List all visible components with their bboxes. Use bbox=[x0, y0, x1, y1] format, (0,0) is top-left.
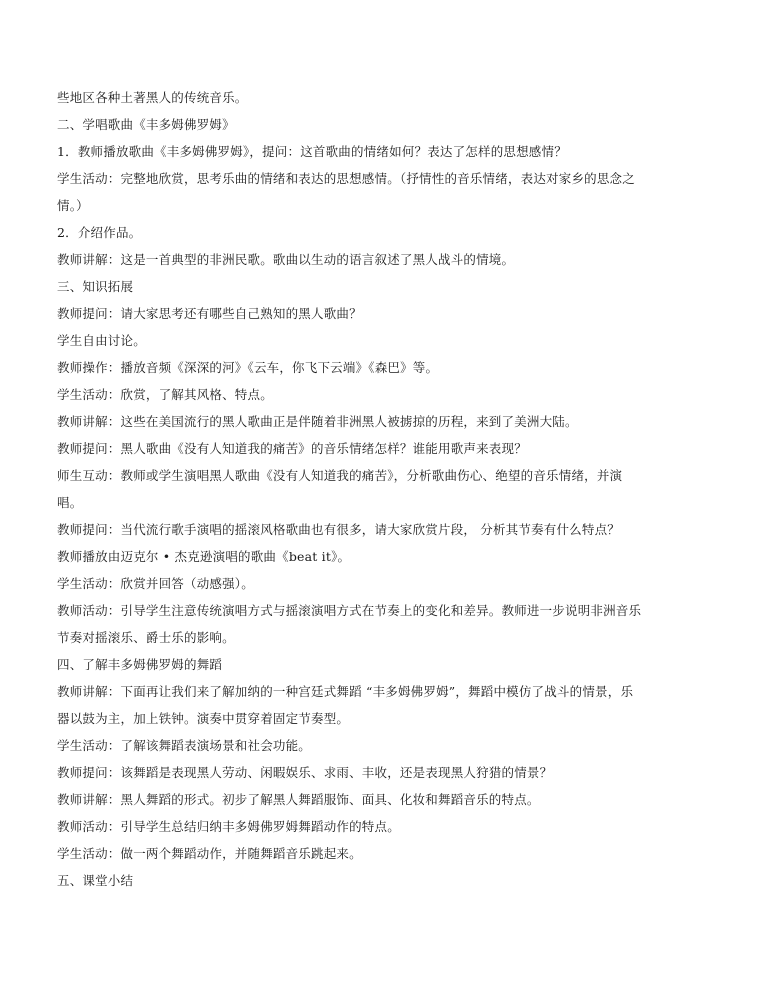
text-line: 教师讲解：下面再让我们来了解加纳的一种宫廷式舞蹈 “丰多姆佛罗姆”，舞蹈中模仿了战斗的情景，乐 bbox=[57, 684, 634, 699]
section-heading: 四、了解丰多姆佛罗姆的舞蹈 bbox=[57, 657, 223, 672]
text-line: 师生互动：教师或学生演唱黑人歌曲《没有人知道我的痛苦》，分析歌曲伤心、绝望的音乐情绪，并演 bbox=[57, 468, 623, 483]
text-line: 教师提问：该舞蹈是表现黑人劳动、闲暇娱乐、求雨、丰收，还是表现黑人狩猎的情景？ bbox=[57, 765, 553, 780]
text-line: 1．教师播放歌曲《丰多姆佛罗姆》，提问：这首歌曲的情绪如何？表达了怎样的思想感情？ bbox=[57, 144, 567, 159]
text-line: 器以鼓为主，加上铁钟。演奏中贯穿着固定节奏型。 bbox=[57, 711, 350, 726]
text-line: 2．介绍作品。 bbox=[57, 225, 142, 240]
text-line: 教师提问：请大家思考还有哪些自己熟知的黑人歌曲？ bbox=[57, 306, 362, 321]
text-line: 学生活动：做一两个舞蹈动作，并随舞蹈音乐跳起来。 bbox=[57, 846, 362, 861]
text-line: 些地区各种土著黑人的传统音乐。 bbox=[57, 90, 248, 105]
section-heading: 三、知识拓展 bbox=[57, 279, 134, 294]
text-line: 教师提问：黑人歌曲《没有人知道我的痛苦》的音乐情绪怎样？谁能用歌声来表现？ bbox=[57, 441, 527, 456]
text-line: 学生活动：欣赏并回答（动感强）。 bbox=[57, 576, 254, 591]
text-line: 教师提问：当代流行歌手演唱的摇滚风格歌曲也有很多，请大家欣赏片段， 分析其节奏有什么特点？ bbox=[57, 522, 620, 537]
section-heading: 五、课堂小结 bbox=[57, 873, 134, 888]
text-line: 唱。 bbox=[57, 495, 83, 510]
text-line: 学生活动：了解该舞蹈表演场景和社会功能。 bbox=[57, 738, 312, 753]
text-line: 教师讲解：这些在美国流行的黑人歌曲正是伴随着非洲黑人被掳掠的历程，来到了美洲大陆。 bbox=[57, 414, 578, 429]
text-line: 教师操作：播放音频《深深的河》《云车，你飞下云端》《森巴》等。 bbox=[57, 360, 439, 375]
text-line: 教师活动：引导学生注意传统演唱方式与摇滚演唱方式在节奏上的变化和差异。教师进一步说明非洲音乐 bbox=[57, 603, 642, 618]
text-line: 情。） bbox=[57, 198, 89, 213]
text-line: 学生活动：完整地欣赏，思考乐曲的情绪和表达的思想感情。（抒情性的音乐情绪，表达对家乡的思念之 bbox=[57, 171, 635, 186]
text-line: 学生活动：欣赏，了解其风格、特点。 bbox=[57, 387, 273, 402]
text-line: 教师讲解：这是一首典型的非洲民歌。歌曲以生动的语言叙述了黑人战斗的情境。 bbox=[57, 252, 515, 267]
document-body bbox=[57, 84, 707, 894]
text-line: 教师讲解：黑人舞蹈的形式。初步了解黑人舞蹈服饰、面具、化妆和舞蹈音乐的特点。 bbox=[57, 792, 540, 807]
section-heading: 二、学唱歌曲《丰多姆佛罗姆》 bbox=[57, 117, 235, 132]
text-line: 教师活动：引导学生总结归纳丰多姆佛罗姆舞蹈动作的特点。 bbox=[57, 819, 400, 834]
text-line: 学生自由讨论。 bbox=[57, 333, 146, 348]
text-line: 节奏对摇滚乐、爵士乐的影响。 bbox=[57, 630, 235, 645]
text-line: 教师播放由迈克尔 • 杰克逊演唱的歌曲《beat it》。 bbox=[57, 549, 351, 564]
